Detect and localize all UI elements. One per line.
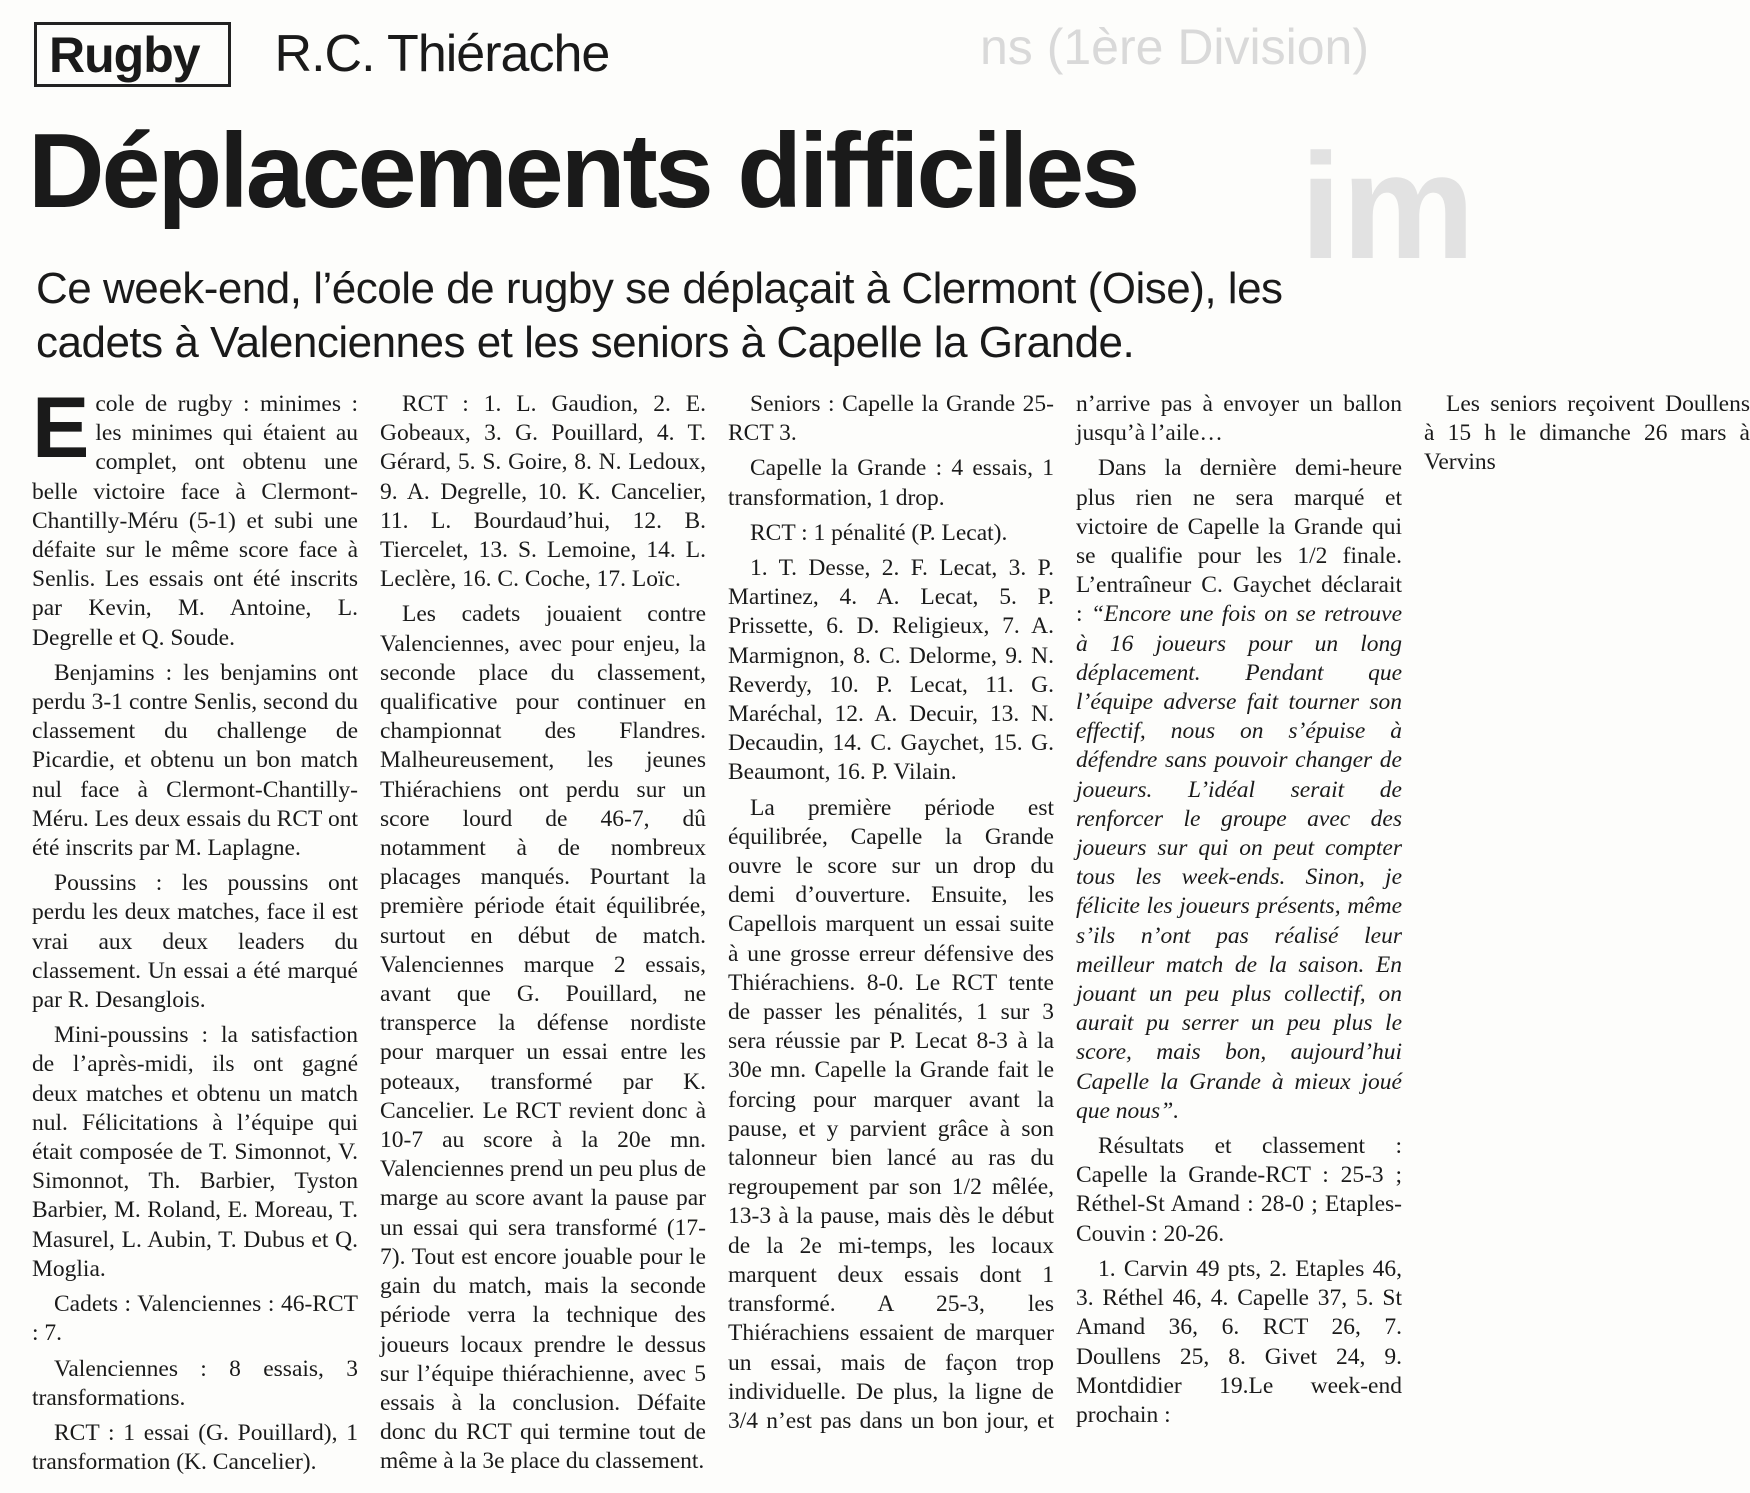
- article-body: [32, 380, 1750, 1480]
- paragraph-seniors-report: La première période est équilibrée, Capelle la Grande ouvre le score sur un drop du demi d’ouverture. Ensuite, les Capellois marquent un essai suite à une grosse erreur défensive des Thiérachiens. 8-0. Le RCT tente de passer les pénalités, 1 sur 3 sera réussie par P. Lecat 8-3 à la 30e mn. Capelle la Grande fait le forcing pour marquer avant la pause, et y parvient grâce à son talonneur bien lancé au ras du regroupement par son 1/2 mêlée, 13-3 à la pause, mais dès le début de la 2e mi-temps, les locaux marquent deux essais dont 1 transformé. A 25-3, les Thiérachiens essaient de marquer un essai, mais de façon trop individuelle. De plus, la ligne de 3/4 n’est pas dans un bon jour, et n’arrive pas à envoyer un ballon jusqu’à l’aile…: [728, 391, 1402, 1434]
- drop-cap: E: [32, 380, 90, 476]
- background-bleed-text: ns (1ère Division): [980, 19, 1370, 75]
- kicker: [34, 22, 609, 87]
- club-name: R.C. Thiérache: [274, 25, 610, 84]
- subheadline: Ce week-end, l’école de rugby se déplaçait à Clermont (Oise), les cadets à Valenciennes et les seniors à Capelle la Grande.: [36, 264, 1283, 367]
- paragraph-mini-poussins: Mini-poussins : la satisfaction de l’après-midi, ils ont gagné deux matches et obtenu un match nul. Félicitations à l’équipe qui était composée de T. Simonnot, V. Simonnot, Th. Barbier, Tyston Barbier, M. Roland, E. Moreau, T. Masurel, L. Aubin, T. Dubus et Q. Moglia.: [32, 1022, 358, 1282]
- paragraph-rct-essai: RCT : 1 essai (G. Pouillard), 1 transformation (K. Cancelier).: [32, 1419, 358, 1476]
- paragraph-ecole-minimes: [32, 380, 358, 653]
- paragraph-standings: 1. Carvin 49 pts, 2. Etaples 46, 3. Réthel 46, 4. Capelle 37, 5. St Amand 36, 6. RCT 26, 7. Doullens 25, 8. Givet 24, 9. Montdidier 19.Le week-end prochain :: [1076, 1255, 1402, 1428]
- coach-quote: “Encore une fois on se retrouve à 16 joueurs pour un long déplacement. Pendant que l’équipe adverse fait tourner son effectif, nous on s’épuise à défendre sans pouvoir changer de joueurs. L’idéal serait de renforcer le groupe avec des joueurs sur qui on peut compter tous les week-ends. Sinon, je félicite les joueurs présents, même s’ils n’ont pas réalisé leur meilleur match de la saison. En jouant un peu plus collectif, on aurait pu serrer un peu plus le score, mais bon, aujourd’hui Capelle la Grande à mieux joué que nous”.: [1076, 601, 1403, 1124]
- paragraph-seniors-lineup: 1. T. Desse, 2. F. Lecat, 3. P. Martinez, 4. A. Lecat, 5. P. Prissette, 6. D. Religieux, 7. A. Marmignon, 8. C. Delorme, 9. N. Reverdy, 10. P. Lecat, 11. G. Maréchal, 12. A. Decuir, 13. N. Decaudin, 14. C. Gaychet, 15. G. Beaumont, 16. P. Vilain.: [728, 555, 1054, 786]
- paragraph-coach-quote: [1076, 454, 1402, 1126]
- paragraph-valenciennes-essais: Valenciennes : 8 essais, 3 transformations.: [32, 1355, 358, 1411]
- headline: Déplacements difficiles: [28, 112, 1138, 230]
- quote-intro: Dans la dernière demi-heure plus rien ne sera marqué et victoire de Capelle la Grande qui se qualifie pour les 1/2 finale. L’entraîneur C. Gaychet déclarait :: [1076, 455, 1402, 628]
- rubric-label: Rugby: [34, 22, 231, 87]
- background-bleed-headline: im: [1300, 122, 1476, 290]
- paragraph-cadets-score: Cadets : Valenciennes : 46-RCT : 7.: [32, 1291, 358, 1347]
- paragraph-seniors-score: Seniors : Capelle la Grande 25-RCT 3.: [728, 391, 1054, 447]
- paragraph-text: cole de rugby : minimes : les minimes qui étaient au complet, ont obtenu une belle victoire face à Clermont-Chantilly-Méru (5-1) et subi une défaite sur le même score face à Senlis. Les essais ont été inscrits par Kevin, M. Antoine, L. Degrelle et Q. Soude.: [32, 391, 358, 651]
- paragraph-capelle-stats: Capelle la Grande : 4 essais, 1 transformation, 1 drop.: [728, 455, 1054, 511]
- paragraph-poussins: Poussins : les poussins ont perdu les deux matches, face il est vrai aux deux leaders du classement. Un essai a été marqué par R. Desanglois.: [32, 870, 358, 1014]
- paragraph-benjamins: Benjamins : les benjamins ont perdu 3-1 contre Senlis, second du classement du challenge de Picardie, et obtenu un bon match nul face à Clermont-Chantilly-Méru. Les deux essais du RCT ont été inscrits par M. Laplagne.: [32, 659, 358, 862]
- paragraph-rct-penalty: RCT : 1 pénalité (P. Lecat).: [750, 519, 1008, 546]
- paragraph-cadets-report: Les cadets jouaient contre Valenciennes, avec pour enjeu, la seconde place du classement, qualificative pour continuer en championnat des Flandres. Malheureusement, les jeunes Thiérachiens ont perdu sur un score lourd de 46-7, dû notamment à de nombreux placages manqués. Pourtant la première période était équilibrée, surtout en début de match. Valenciennes marque 2 essais, avant que G. Pouillard, ne transperce la défense nordiste pour marquer un essai entre les poteaux, transformé par K. Cancelier. Le RCT revient donc à 10-7 au score à la 20e mn. Valenciennes prend un peu plus de marge au score avant la pause par un essai qui sera transformé (17-7). Tout est encore jouable pour le gain du match, mais la seconde période verra la technique des joueurs locaux prendre le dessus sur l’équipe thiérachienne, avec 5 essais à la conclusion. Défaite donc du RCT qui termine tout de même à la 3e place du classement.: [380, 601, 706, 1475]
- paragraph-results: Résultats et classement : Capelle la Grande-RCT : 25-3 ; Réthel-St Amand : 28-0 ; Etaples-Couvin : 20-26.: [1076, 1133, 1402, 1247]
- paragraph-next-match: Les seniors reçoivent Doullens à 15 h le dimanche 26 mars à Vervins: [1424, 391, 1750, 476]
- paragraph-cadets-lineup: RCT : 1. L. Gaudion, 2. E. Gobeaux, 3. G. Pouillard, 4. T. Gérard, 5. S. Goire, 8. N. Ledoux, 9. A. Degrelle, 10. K. Cancelier, 11. L. Bourdaud’hui, 12. B. Tiercelet, 13. S. Lemoine, 14. L. Leclère, 16. C. Coche, 17. Loïc.: [380, 391, 706, 593]
